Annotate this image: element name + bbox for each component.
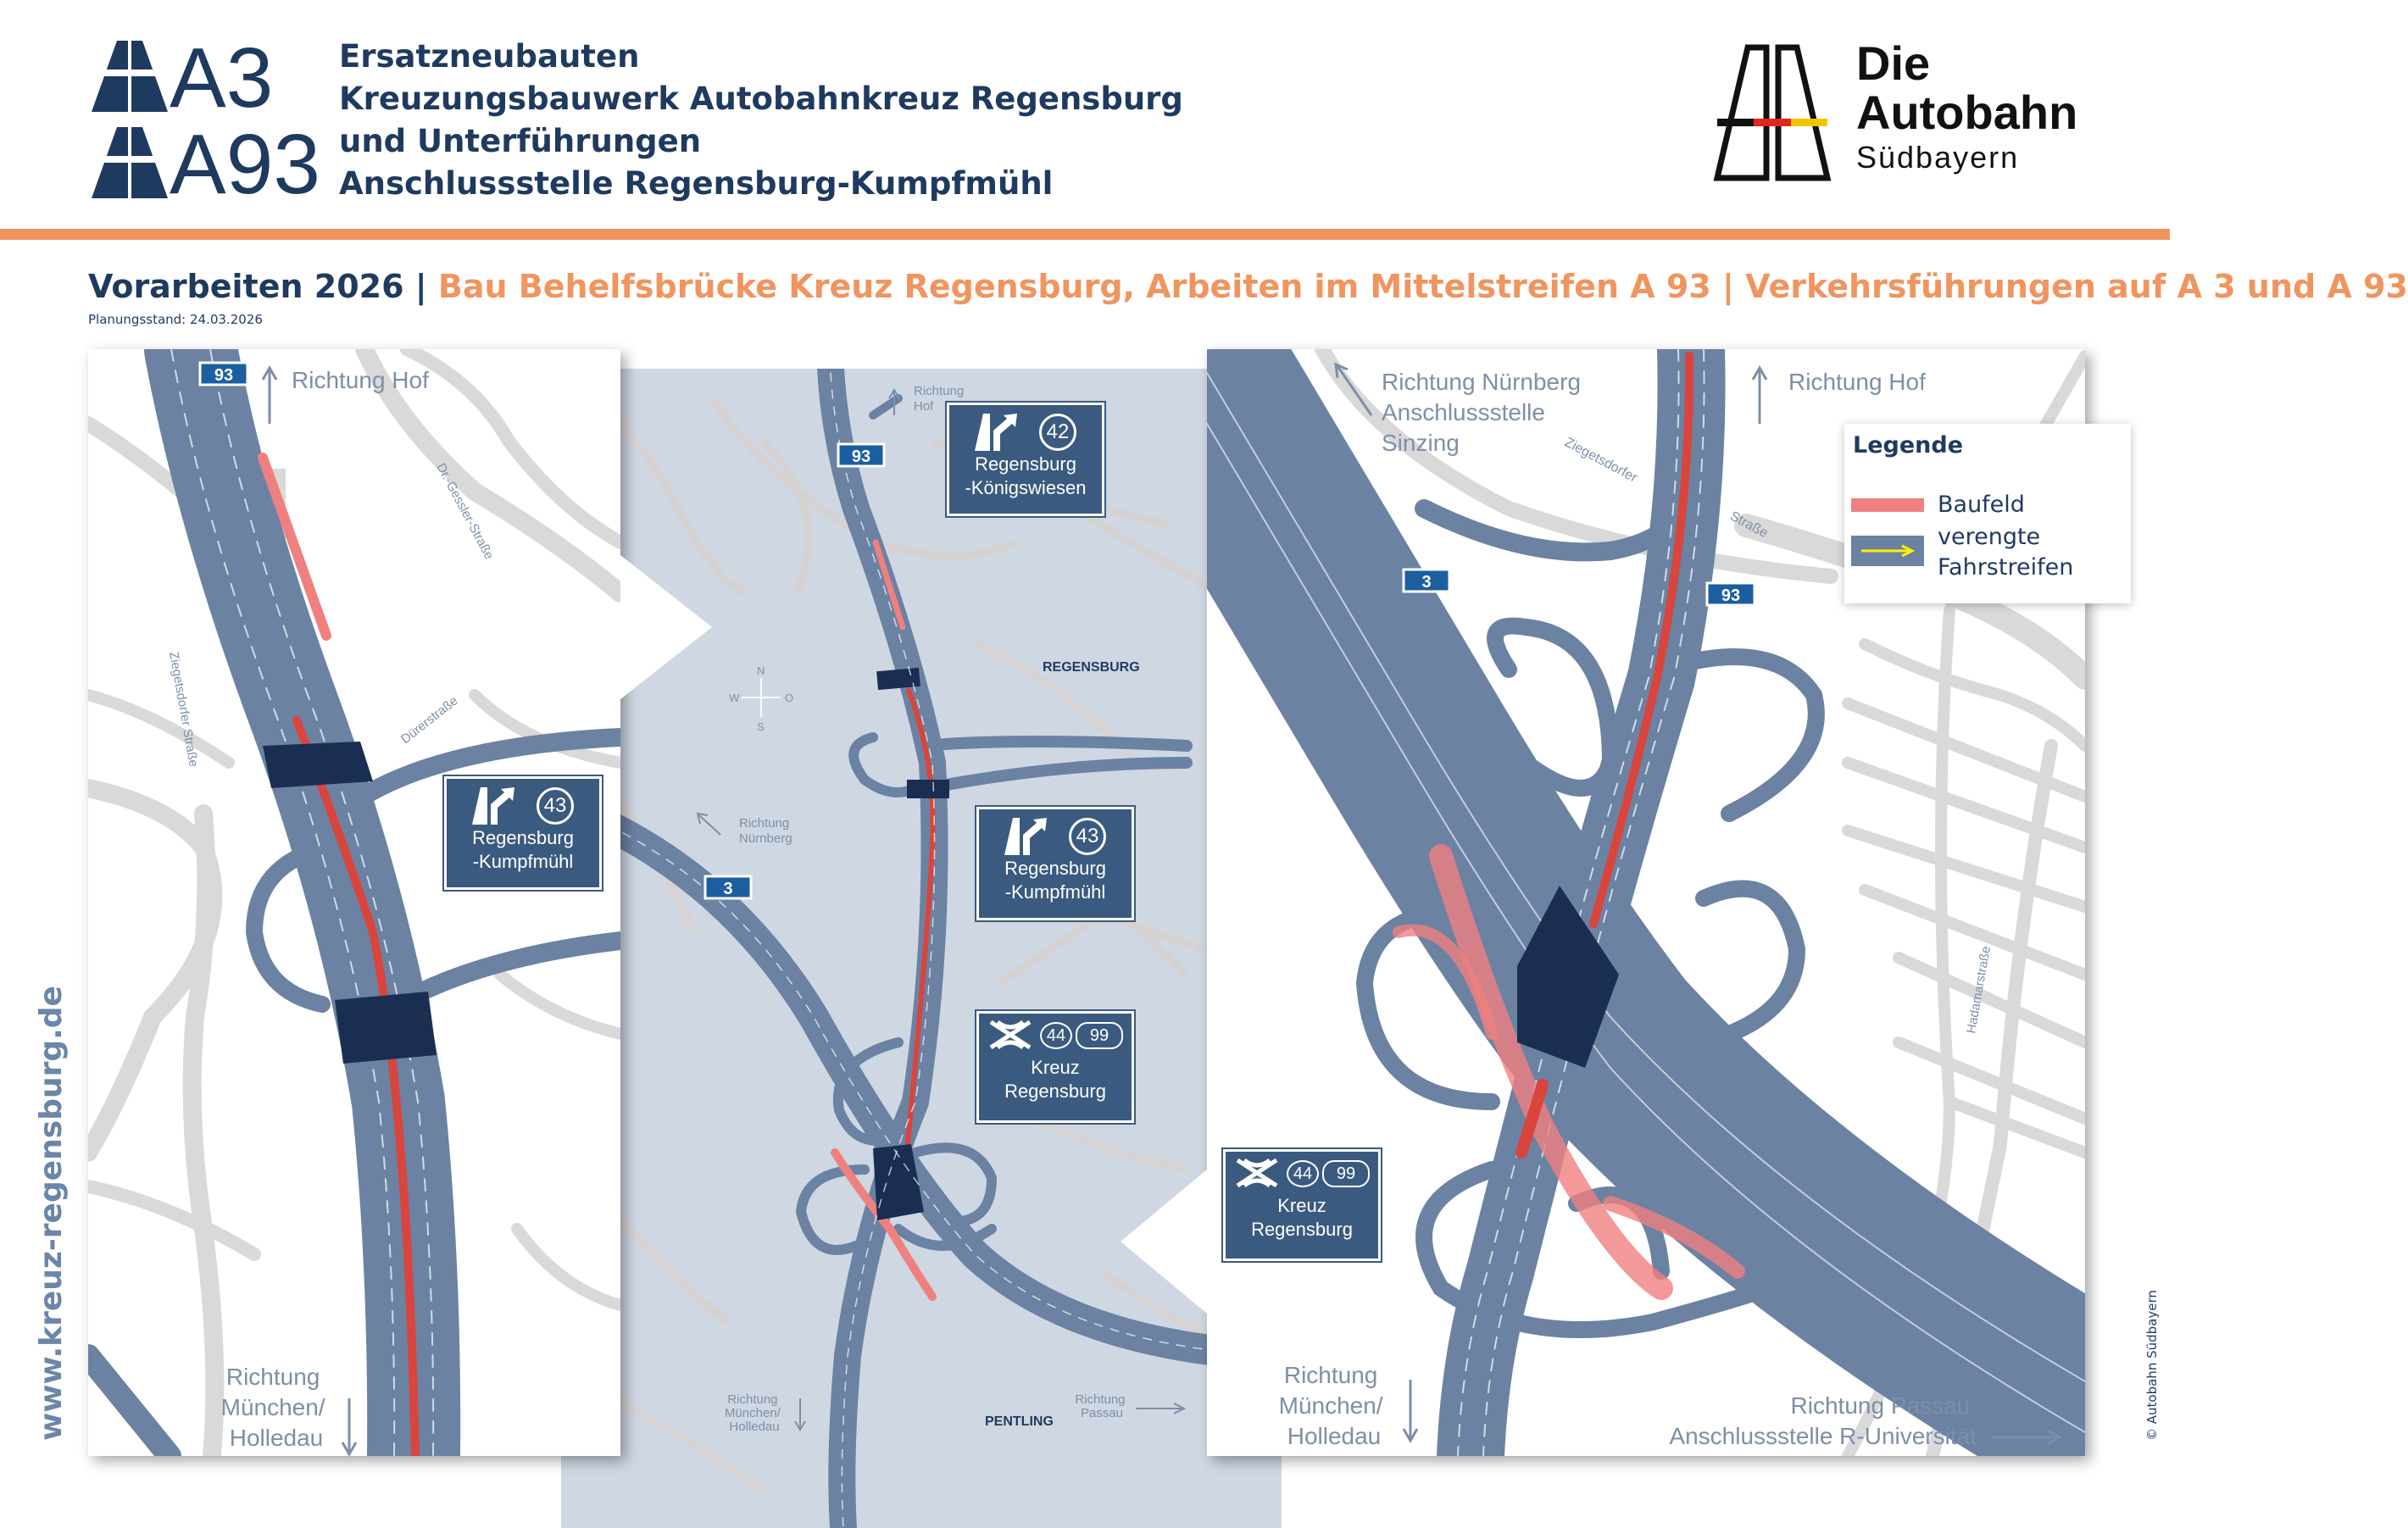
subtitle-orange: Bau Behelfsbrücke Kreuz Regensburg, Arbeiten im Mittelstreifen A 93 | Verkehrsführungen auf A 3 und A 93 <box>426 268 2408 305</box>
legend-lane-label <box>1938 522 2073 583</box>
kreuz-number-1: 44 <box>1040 1022 1072 1049</box>
exit-sign-42 <box>947 403 1104 516</box>
exit-sign-top <box>979 809 1132 857</box>
exit-name-1: Regensburg <box>472 827 574 848</box>
legend-lane-swatch <box>1851 536 1924 566</box>
kreuz-number-2: 99 <box>1322 1160 1370 1187</box>
interchange-icon <box>989 1020 1032 1049</box>
kreuz-number-2: 99 <box>1076 1022 1123 1049</box>
street-strasse-right: Straße <box>1727 508 1771 542</box>
kreuz-name-2: Regensburg <box>1251 1219 1353 1240</box>
label-regensburg: REGENSBURG <box>1043 660 1140 675</box>
copyright: © Autobahn Südbayern <box>2144 1290 2160 1441</box>
exit-number: 43 <box>537 787 574 825</box>
street-gessler: Dr.-Gessler-Straße <box>433 460 497 563</box>
compass-o: O <box>785 692 794 704</box>
right-dir-passau: Richtung Passau Anschlussstelle R-Universität <box>1669 1392 1977 1449</box>
legend-baufeld-label: Baufeld <box>1938 492 2025 518</box>
center-dir-nuernberg: Richtung Nürnberg <box>739 816 792 846</box>
title-line: Anschlussstelle Regensburg-Kumpfmühl <box>339 165 1054 202</box>
exit-sign-top <box>949 405 1102 453</box>
street-ziegets-right: Ziegetsdorfer <box>1562 435 1640 486</box>
legend-lane-line: Fahrstreifen <box>1938 554 2074 581</box>
exit-icon <box>975 414 1024 451</box>
exit-number: 42 <box>1039 414 1076 451</box>
center-dir-hof: Richtung Hof <box>914 384 965 414</box>
center-shield-3: 3 <box>723 880 733 898</box>
exit-icon <box>472 787 521 825</box>
kreuz-sign <box>1223 1149 1381 1261</box>
kreuz-sign-top <box>979 1014 1132 1056</box>
right-dir-hof: Richtung Hof <box>1788 369 1926 395</box>
logo-line-autobahn: Autobahn <box>1856 86 2078 139</box>
website-url: www.kreuz-regensburg.de <box>34 986 69 1441</box>
exit-name-2: -Kumpfmühl <box>1004 881 1106 903</box>
exit-number: 43 <box>1069 818 1106 855</box>
compass-w: W <box>729 692 740 704</box>
exit-sign-top <box>447 779 599 826</box>
exit-sign-43 <box>444 776 602 890</box>
left-dir-muenchen: Richtung München/ Holledau <box>220 1364 325 1451</box>
left-shield-93: 93 <box>214 366 234 385</box>
kreuz-sign-top <box>1226 1152 1378 1194</box>
legend <box>1844 424 2131 603</box>
street-duerer: Dürerstraße <box>398 693 461 747</box>
exit-name-2: -Kumpfmühl <box>472 851 574 872</box>
road-a3-label: A3 <box>170 31 274 125</box>
logo-line-die: Die <box>1856 36 1931 90</box>
kreuz-name-1: Kreuz <box>1031 1057 1080 1078</box>
title-line: Ersatzneubauten <box>339 38 640 75</box>
legend-title: Legende <box>1853 432 1964 458</box>
subtitle-blue: Vorarbeiten 2026 | <box>88 268 427 305</box>
title-line: und Unterführungen <box>339 123 702 159</box>
center-dir-muenchen: Richtung München/ Holledau <box>724 1392 781 1434</box>
legend-lane-line: verengte <box>1938 524 2041 550</box>
interchange-icon <box>1236 1159 1278 1187</box>
kreuz-name-2: Regensburg <box>1004 1081 1106 1102</box>
legend-baufeld-swatch <box>1851 498 1924 512</box>
logo-line-suedbayern: Südbayern <box>1856 140 2020 175</box>
street-ziegets: Ziegetsdorfer Straße <box>166 650 201 769</box>
kreuz-name-1: Kreuz <box>1277 1195 1326 1216</box>
compass-n: N <box>757 664 765 677</box>
exit-sign-43 <box>976 807 1134 920</box>
street-hadamar: Hadamarstraße <box>1964 945 1994 1035</box>
exit-name-1: Regensburg <box>1004 858 1106 879</box>
kreuz-sign <box>976 1011 1134 1123</box>
left-dir-hof: Richtung Hof <box>292 367 429 393</box>
compass-s: S <box>757 720 765 733</box>
road-a93-label: A93 <box>170 117 320 212</box>
exit-name-2: -Königswiesen <box>965 477 1087 498</box>
center-map <box>561 369 1282 1528</box>
exit-icon <box>1004 818 1054 855</box>
arrow-right-icon <box>1851 536 1924 566</box>
right-dir-nuernberg: Richtung Nürnberg Anschlussstelle Sinzing <box>1382 369 1582 456</box>
right-shield-93: 93 <box>1721 586 1741 605</box>
kreuz-number-1: 44 <box>1287 1160 1319 1187</box>
planning-state: Planungsstand: 24.03.2026 <box>88 312 263 327</box>
center-dir-passau: Richtung Passau <box>1075 1392 1126 1420</box>
right-shield-3: 3 <box>1421 573 1432 592</box>
title-line: Kreuzungsbauwerk Autobahnkreuz Regensburg <box>339 81 1183 117</box>
center-shield-93: 93 <box>851 447 871 466</box>
right-dir-muenchen: Richtung München/ Holledau <box>1278 1362 1383 1449</box>
exit-name-1: Regensburg <box>975 453 1076 475</box>
label-pentling: PENTLING <box>985 1414 1054 1429</box>
